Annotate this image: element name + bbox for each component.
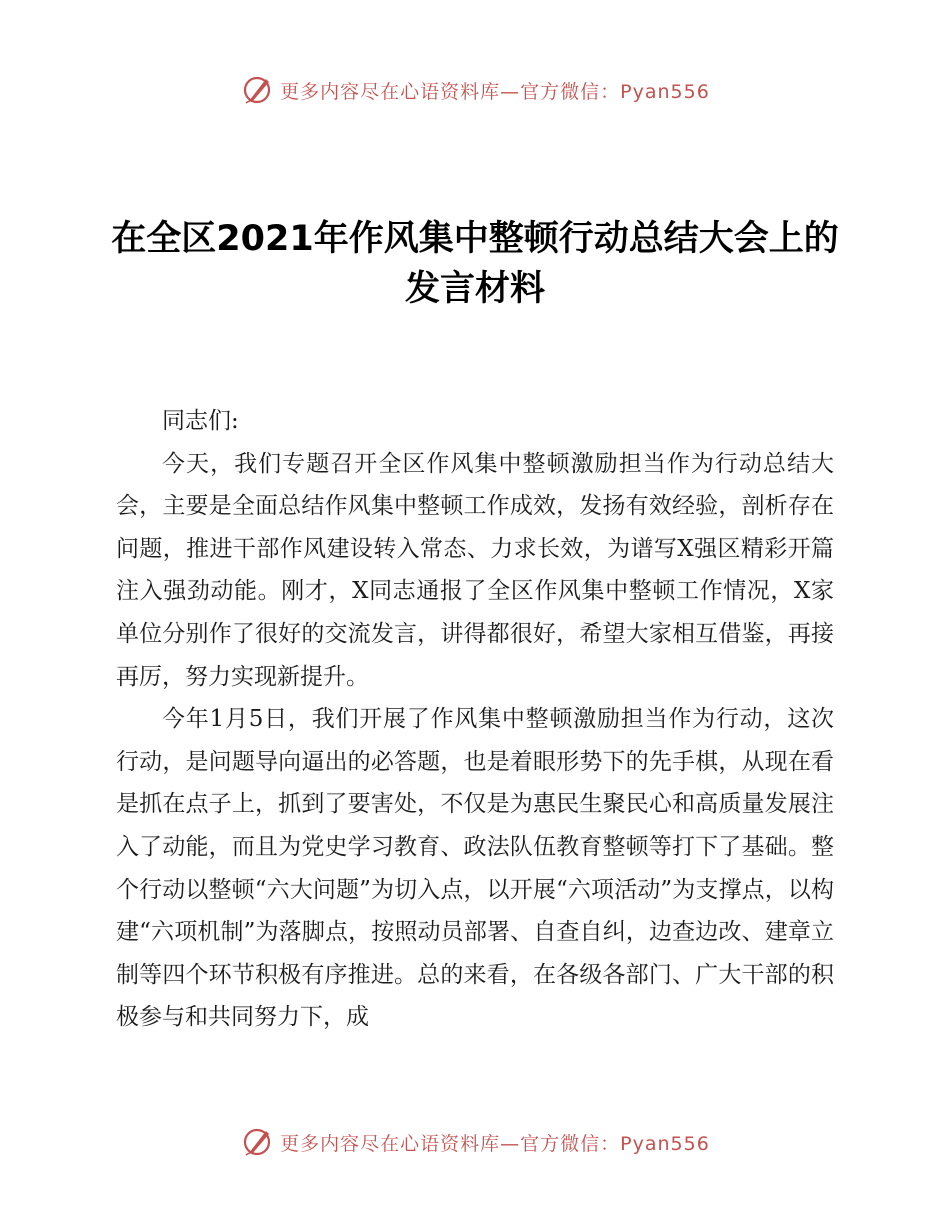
title-line-2: 发言材料 (404, 269, 545, 309)
watermark-text: 更多内容尽在心语资料库—官方微信：Pyan556 (280, 1132, 710, 1155)
document-title (80, 214, 870, 314)
body-paragraph: 今年1月5日，我们开展了作风集中整顿激励担当作为行动，这次行动，是问题导向逼出的必答题，也是着眼形势下的先手棋，从现在看是抓在点子上，抓到了要害处，不仅是为惠民生聚民心和高质量发展注入了动能，而且为党史学习教育、政法队伍教育整顿等打下了基础。整个行动以整顿“六大问题”为切入点，以开展“六项活动”为支撑点，以构建“六项机制”为落脚点，按照动员部署、自查自纠，边查边改、建章立制等四个环节积极有序推进。总的来看，在各级各部门、广大干部的积极参与和共同努力下，成 (116, 706, 834, 1031)
header-watermark-banner (0, 70, 950, 110)
quill-pen-logo-icon (240, 1125, 274, 1159)
watermark-text: 更多内容尽在心语资料库—官方微信：Pyan556 (280, 80, 710, 103)
title-line-1: 在全区2021年作风集中整顿行动总结大会上的 (111, 219, 839, 259)
document-body (116, 400, 834, 1039)
body-paragraph: 今天，我们专题召开全区作风集中整顿激励担当作为行动总结大会，主要是全面总结作风集中整顿工作成效，发扬有效经验，剖析存在问题，推进干部作风建设转入常态、力求长效，为谱写X强区精彩开篇注入强劲动能。刚才，X同志通报了全区作风集中整顿工作情况，X家单位分别作了很好的交流发言，讲得都很好，希望大家相互借鉴，再接再厉，努力实现新提升。 (116, 450, 834, 690)
quill-pen-logo-icon (240, 73, 274, 107)
salutation: 同志们: (162, 408, 239, 434)
footer-watermark-banner (0, 1122, 950, 1162)
